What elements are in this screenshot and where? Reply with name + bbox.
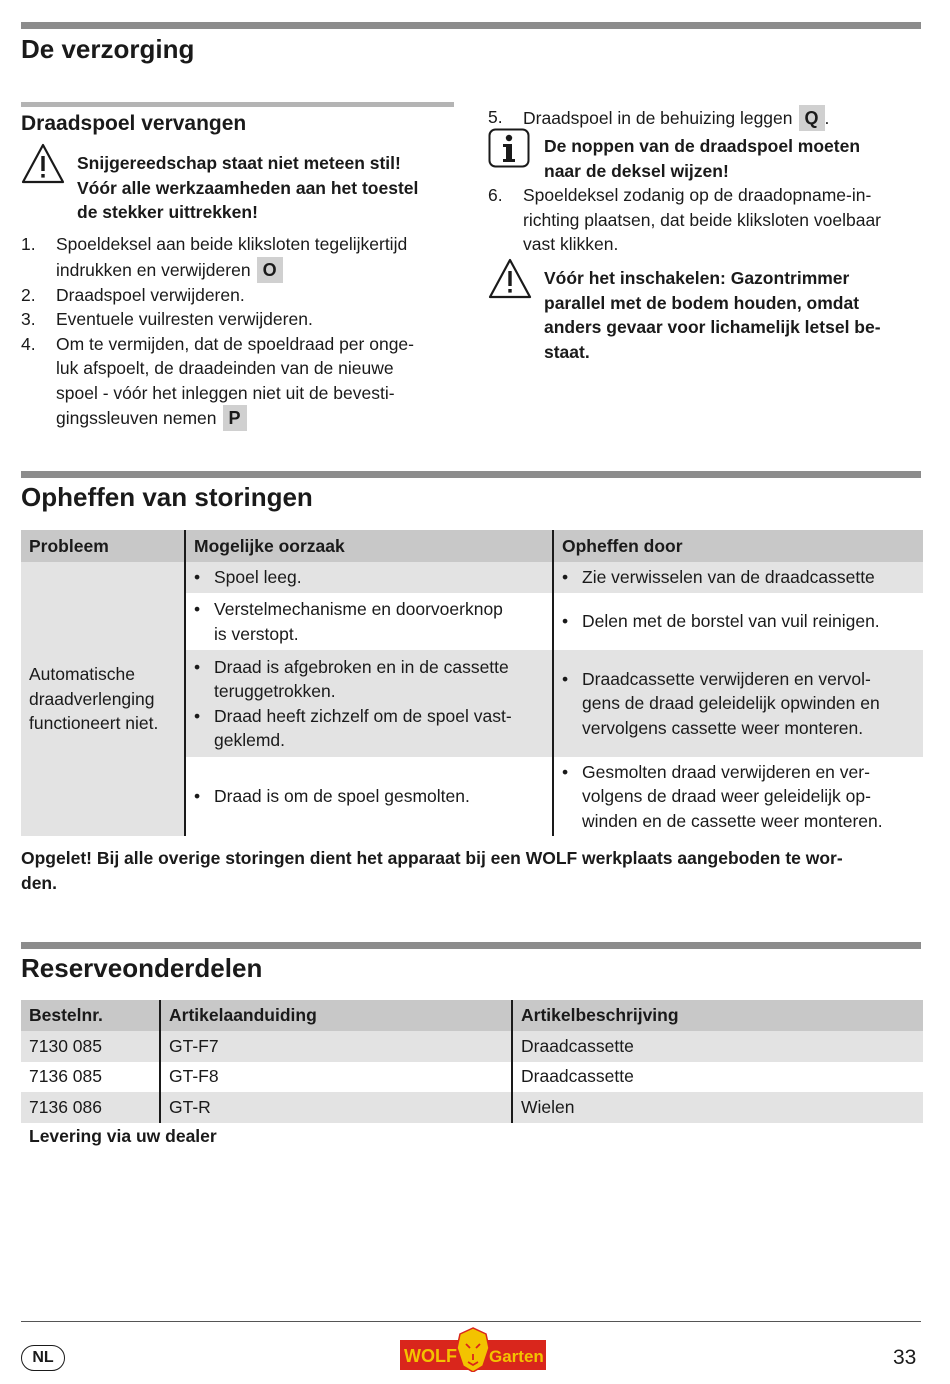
step-text: Eventuele vuilresten verwijderen. xyxy=(56,309,313,329)
table-row xyxy=(21,1092,923,1123)
problem-line: draadverlenging xyxy=(29,688,155,709)
warning-line: staat. xyxy=(544,341,590,362)
table-header-row xyxy=(21,530,923,562)
fix-cell xyxy=(553,562,923,593)
fix-cell xyxy=(553,593,923,650)
step-text: Spoeldeksel zodanig op de draadopname-in- xyxy=(523,185,872,205)
info-note xyxy=(544,134,860,183)
language-badge: NL xyxy=(21,1345,65,1371)
header-rule xyxy=(21,22,921,29)
fix-item: • Zie verwisselen van de draadcassette xyxy=(562,565,915,590)
step-item xyxy=(21,232,461,283)
table-cell: 7136 085 xyxy=(29,1066,102,1087)
section-title-parts: Reserveonderdelen xyxy=(21,953,263,983)
faults-note xyxy=(21,846,926,895)
warning-block-2 xyxy=(488,257,928,367)
fix-item xyxy=(562,760,915,834)
cause-cell xyxy=(185,650,553,757)
section-title-spool: Draadspoel vervangen xyxy=(21,112,247,135)
step-number: 2. xyxy=(21,284,36,305)
warning-triangle-icon xyxy=(488,257,532,301)
fix-cell xyxy=(553,757,923,836)
table-header-cell: Probleem xyxy=(21,530,185,562)
step-number: 5. xyxy=(488,107,503,127)
fix-line: • Draadcassette verwijderen en vervol- xyxy=(582,668,871,689)
warning-line: Snijgereedschap staat niet meteen stil! xyxy=(77,153,401,173)
warning-block-1 xyxy=(21,142,461,222)
step-item xyxy=(21,307,461,332)
steps-list-right-b xyxy=(488,183,928,257)
step-text: Draadspoel in de behuizing leggen xyxy=(523,108,793,128)
section-title-faults: Opheffen van storingen xyxy=(21,482,313,512)
info-line: naar de deksel wijzen! xyxy=(544,160,729,181)
footer-rule xyxy=(21,1321,921,1322)
step-text: richting plaatsen, dat beide kliksloten voelbaar xyxy=(523,209,881,230)
table-row xyxy=(21,562,923,593)
page-number: 33 xyxy=(893,1346,917,1369)
table-cell: Draadcassette xyxy=(512,1031,923,1062)
faults-table xyxy=(21,530,923,836)
figure-ref-badge: Q xyxy=(799,105,825,131)
fix-line: gens de draad geleidelijk opwinden en xyxy=(582,693,880,714)
table-row xyxy=(21,1031,923,1062)
cause-cell xyxy=(185,593,553,650)
logo-text-right: Garten xyxy=(489,1347,544,1366)
step-text: luk afspoelt, de draadeinden van de nieuwe xyxy=(56,358,394,378)
step-text: gingssleuven nemen xyxy=(56,408,217,428)
step-suffix: . xyxy=(824,108,830,128)
fix-line: volgens de draad weer geleidelijk op- xyxy=(582,786,871,807)
cause-item: • Draad is om de spoel gesmolten. xyxy=(194,784,544,809)
steps-list-right-a xyxy=(488,105,928,131)
step-text: Spoeldeksel aan beide kliksloten tegelijkertijd xyxy=(56,234,408,254)
cause-item xyxy=(194,597,544,646)
step-text: vast klikken. xyxy=(523,234,619,254)
table-cell: GT-R xyxy=(160,1092,512,1123)
table-header-cell: Opheffen door xyxy=(553,530,923,562)
note-line: Opgelet! Bij alle overige storingen dient het apparaat bij een WOLF werkplaats aangeboden te wor- xyxy=(21,848,843,868)
table-header-cell: Artikelaanduiding xyxy=(160,1000,512,1031)
section-rule xyxy=(21,942,921,949)
table-header-row xyxy=(21,1000,923,1031)
cause-item xyxy=(194,704,544,753)
cause-line: • Verstelmechanisme en doorvoerknop xyxy=(214,599,503,619)
cause-line: is verstopt. xyxy=(214,623,299,644)
step-number: 3. xyxy=(21,309,36,329)
fix-item xyxy=(562,667,915,741)
table-cell: GT-F7 xyxy=(160,1031,512,1062)
step-text: Om te vermijden, dat de spoeldraad per onge- xyxy=(56,333,414,354)
cause-cell xyxy=(185,757,553,836)
warning-triangle-icon xyxy=(21,142,65,186)
table-cell: 7136 086 xyxy=(29,1096,102,1117)
section-rule xyxy=(21,471,921,478)
step-number: 6. xyxy=(488,185,503,205)
delivery-note: Levering via uw dealer xyxy=(29,1126,217,1146)
step-item xyxy=(21,283,461,308)
cause-line: • Draad heeft zichzelf om de spoel vast- xyxy=(214,705,512,726)
fix-cell xyxy=(553,650,923,757)
cause-line: geklemd. xyxy=(214,730,286,750)
figure-ref-badge: P xyxy=(223,405,247,431)
cause-line: teruggetrokken. xyxy=(214,681,336,701)
warning-line: Vóór het inschakelen: Gazontrimmer xyxy=(544,268,850,288)
table-header-cell: Bestelnr. xyxy=(21,1000,160,1031)
info-line: De noppen van de draadspoel moeten xyxy=(544,136,861,156)
note-line: den. xyxy=(21,872,57,893)
table-cell: Wielen xyxy=(512,1092,923,1123)
warning-line: anders gevaar voor lichamelijk letsel be- xyxy=(544,317,881,337)
info-icon xyxy=(488,128,530,170)
wolf-garten-logo xyxy=(400,1326,546,1372)
logo-text-left: WOLF xyxy=(404,1346,457,1366)
subsection-rule xyxy=(21,102,454,107)
step-number: 1. xyxy=(21,234,36,254)
figure-ref-badge: O xyxy=(257,257,283,283)
warning-line: Vóór alle werkzaamheden aan het toestel xyxy=(77,177,419,198)
cause-cell xyxy=(185,562,553,593)
cause-item: • Spoel leeg. xyxy=(194,565,544,590)
warning-line: de stekker uittrekken! xyxy=(77,202,258,222)
fix-line: winden en de cassette weer monteren. xyxy=(582,810,883,831)
step-text: Draadspoel verwijderen. xyxy=(56,284,245,305)
table-header-cell: Mogelijke oorzaak xyxy=(185,530,553,562)
parts-table xyxy=(21,1000,923,1123)
step-text: spoel - vóór het inleggen niet uit de bevesti- xyxy=(56,382,395,403)
table-row xyxy=(21,1062,923,1093)
step-number: 4. xyxy=(21,333,36,354)
problem-cell xyxy=(21,562,185,836)
cause-line: • Draad is afgebroken en in de cassette xyxy=(214,656,509,677)
step-item xyxy=(488,105,928,131)
fix-line: vervolgens cassette weer monteren. xyxy=(582,717,864,738)
cause-item xyxy=(194,655,544,704)
problem-line: Automatische xyxy=(29,664,136,685)
fix-item: • Delen met de borstel van vuil reinigen. xyxy=(562,609,915,634)
fix-line: • Gesmolten draad verwijderen en ver- xyxy=(582,761,870,782)
step-text: indrukken en verwijderen xyxy=(56,259,251,280)
table-header-cell: Artikelbeschrijving xyxy=(512,1000,923,1031)
steps-list-left xyxy=(21,232,461,431)
warning-line: parallel met de bodem houden, omdat xyxy=(544,292,860,313)
problem-line: functioneert niet. xyxy=(29,713,159,734)
step-item xyxy=(488,183,928,257)
table-cell: GT-F8 xyxy=(160,1062,512,1093)
table-cell: Draadcassette xyxy=(512,1062,923,1093)
page-title: De verzorging xyxy=(21,34,195,64)
step-item xyxy=(21,332,461,432)
table-cell: 7130 085 xyxy=(29,1035,102,1056)
